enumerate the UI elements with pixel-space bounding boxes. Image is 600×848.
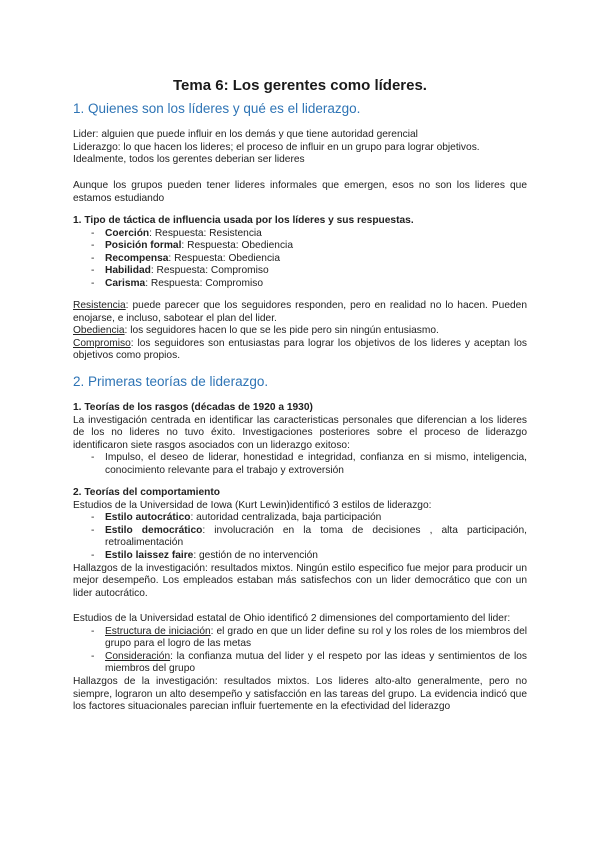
- tactic-response: : Respuesta: Obediencia: [168, 252, 280, 264]
- tactic-response: : Respuesta: Obediencia: [181, 240, 293, 252]
- iowa-styles-list: [73, 512, 527, 562]
- traits-heading: 1. Teorías de los rasgos (décadas de 1920 a 1930): [73, 402, 313, 413]
- behavior-block: [73, 487, 527, 714]
- style-desc: : involucración en la toma de decisiones , alta participación, retroalimentación: [105, 524, 527, 549]
- list-item: [73, 512, 527, 525]
- response-text: : puede parecer que los seguidores responden, pero en realidad no lo hacen. Pueden enojarse, e incluso, sabotear el plan del lider.: [73, 300, 527, 324]
- spacer: [73, 600, 527, 613]
- list-item: - Impulso, el deseo de liderar, honestidad e integridad, confianza en si mismo, inteligencia, conocimiento relevante para el trabajo y extroversión: [73, 452, 527, 477]
- informal-leaders-paragraph: [73, 180, 527, 205]
- list-item: [73, 626, 527, 651]
- tactics-heading: 1. Tipo de táctica de influencia usada por los líderes y sus respuestas.: [73, 215, 414, 226]
- responses-block: [73, 300, 527, 363]
- response-obediencia: [73, 325, 527, 338]
- list-item: [73, 278, 527, 291]
- response-resistencia: [73, 300, 527, 325]
- traits-list: [73, 452, 527, 477]
- informal-leaders-text: Aunque los grupos pueden tener lideres informales que emergen, esos no son los lideres que estamos estudiando: [73, 180, 527, 204]
- tactic-name: Coerción: [105, 227, 150, 239]
- list-item: [73, 525, 527, 550]
- page-title: Tema 6: Los gerentes como líderes.: [173, 77, 427, 94]
- tactic-name: Posición formal: [105, 240, 182, 252]
- definitions-block: [73, 129, 527, 167]
- tactic-name: Carisma: [105, 277, 146, 289]
- ohio-intro: Estudios de la Universidad estatal de Ohio identificó 2 dimensiones del comportamiento del lider:: [73, 612, 511, 624]
- section-1-heading: 1. Quienes son los líderes y qué es el liderazgo.: [73, 101, 361, 116]
- traits-text: La investigación centrada en identificar las caracteristicas personales que diferencian a los lideres de los no lideres no tuvo éxito. Investigaciones posteriores sobre el proceso de liderazgo identificaron siete rasgos asociados con un liderazgo exitoso:: [73, 414, 527, 451]
- list-item: [73, 265, 527, 278]
- style-name: Estilo democrático: [105, 524, 203, 536]
- tactic-name: Habilidad: [105, 265, 151, 277]
- response-term: Obediencia: [73, 325, 125, 337]
- traits-block: [73, 402, 527, 478]
- behavior-heading: 2. Teorías del comportamiento: [73, 487, 220, 498]
- definition-line: Lider: alguien que puede influir en los demás y que tiene autoridad gerencial: [73, 129, 418, 140]
- definition-line: Idealmente, todos los gerentes deberian ser lideres: [73, 154, 305, 166]
- list-item: [73, 240, 527, 253]
- iowa-intro: Estudios de la Universidad de Iowa (Kurt Lewin)identificó 3 estilos de liderazgo:: [73, 499, 432, 511]
- iowa-findings: Hallazgos de la investigación: resultados mixtos. Ningún estilo especifico fue mejor para producir un mejor desempeño. Los empleados estaban más satisfechos con un lider democrático que con un lider autocrático.: [73, 562, 527, 599]
- dimension-name: Estructura de iniciación: [105, 625, 211, 637]
- tactic-name: Recompensa: [105, 252, 169, 264]
- style-name: Estilo autocrático: [105, 512, 191, 524]
- section-2-heading: 2. Primeras teorías de liderazgo.: [73, 374, 269, 389]
- response-text: : los seguidores son entusiastas para lograr los objetivos de los lideres y aceptan los objetivos como propios.: [73, 337, 527, 362]
- response-term: Resistencia: [73, 300, 126, 311]
- tactics-block: [73, 215, 527, 291]
- tactics-list: [73, 228, 527, 291]
- style-desc: : autoridad centralizada, baja participación: [190, 512, 382, 524]
- ohio-findings: Hallazgos de la investigación: resultados mixtos. Los lideres alto-alto generalmente, pero no siempre, lograron un alto desempeño y satisfacción en las tareas del grupo. La evidencia indicó que los factores situacionales parecian influir fuertemente en la efectividad del liderazgo: [73, 675, 527, 713]
- list-item: [73, 550, 527, 563]
- ohio-dimensions-list: [73, 626, 527, 676]
- tactic-response: : Respuesta: Compromiso: [150, 265, 269, 277]
- dimension-desc: : la confianza mutua del lider y el respeto por las ideas y sentimientos de los miembros del grupo: [105, 650, 527, 675]
- list-item: [73, 253, 527, 266]
- definition-line: Liderazgo: lo que hacen los lideres; el proceso de influir en un grupo para lograr objetivos.: [73, 141, 480, 153]
- list-item: [73, 228, 527, 241]
- response-term: Compromiso: [73, 337, 131, 349]
- response-compromiso: [73, 338, 527, 363]
- dimension-desc: : el grado en que un lider define su rol y los roles de los miembros del grupo para el logro de las metas: [105, 625, 527, 650]
- tactic-response: : Respuesta: Compromiso: [145, 277, 263, 289]
- style-desc: : gestión de no intervención: [193, 549, 318, 561]
- dimension-name: Consideración: [105, 650, 171, 662]
- style-name: Estilo laissez faire: [105, 549, 194, 561]
- response-text: : los seguidores hacen lo que se les pide pero sin ningún entusiasmo.: [124, 325, 439, 337]
- list-item: [73, 651, 527, 676]
- tactic-response: : Respuesta: Resistencia: [149, 227, 262, 239]
